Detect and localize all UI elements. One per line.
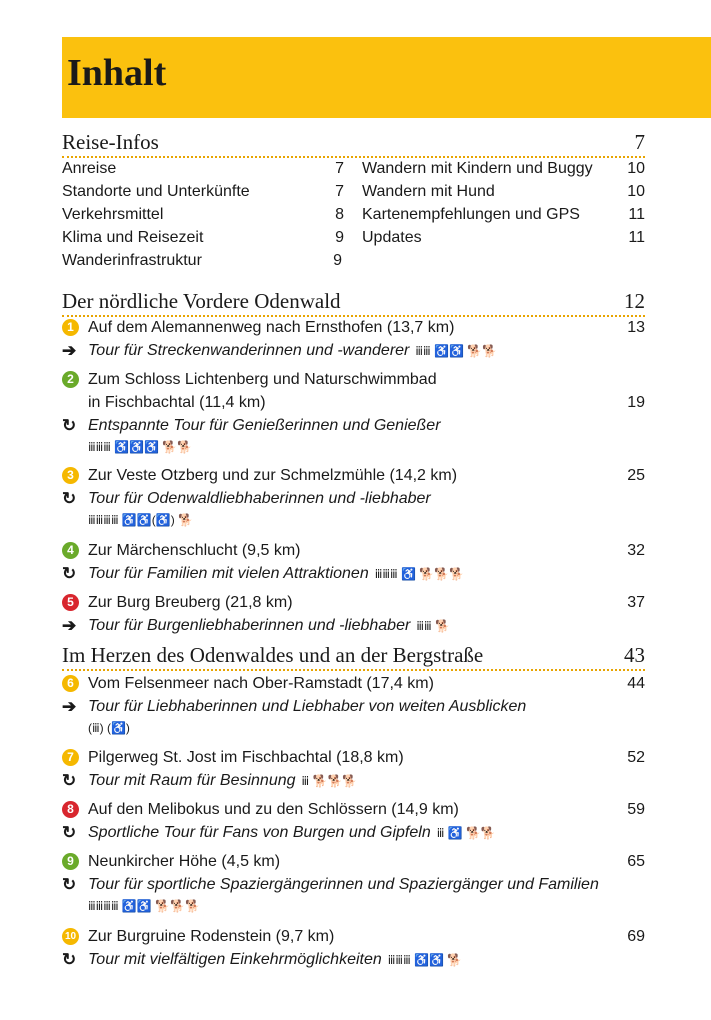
info-item[interactable] [62,204,344,226]
tour-page: 59 [627,801,645,818]
suitability-icons: (ⅲ) (♿) [88,721,130,735]
tour-title: Zur Märchenschlucht (9,5 km) [88,542,301,559]
section-title: Reise-Infos [62,130,159,154]
loop-arrow-icon: ↻ [62,950,77,969]
tour-subtitle: Entspannte Tour für Genießerinnen und Genießer [88,417,441,434]
tour-title: Zur Burg Breuberg (21,8 km) [88,594,293,611]
tour-subtitle: Tour für Burgenliebhaberinnen und -liebhaber [88,617,411,635]
tour-subtitle-row [62,769,645,793]
info-item[interactable] [62,158,344,180]
loop-arrow-icon: ↻ [62,416,77,435]
info-label: Wandern mit Kindern und Buggy [362,160,593,177]
tour-number-badge: 7 [62,749,79,766]
tour-title-row[interactable] [62,925,645,949]
tour-title-row[interactable] [62,464,645,488]
info-page: 7 [335,183,344,200]
suitability-icons: ⅲ 🐕🐕🐕 [301,774,358,788]
suitability-icons: ⅲ ♿ 🐕🐕 [436,826,496,840]
tour-number-badge: 6 [62,675,79,692]
info-item[interactable] [362,204,645,226]
tour-number-badge: 5 [62,594,79,611]
tour-title-row[interactable] [62,591,645,615]
section-heading-reise-infos[interactable] [62,130,645,158]
info-label: Wanderinfrastruktur [62,252,202,269]
tour-page: 65 [627,853,645,870]
loop-arrow-icon: ↻ [62,875,77,894]
tour-title-continued: in Fischbachtal (11,4 km) [88,394,266,411]
one-way-arrow-icon: ➔ [62,341,77,360]
tour-subtitle-row [62,614,645,638]
info-page: 10 [627,183,645,200]
tour-page: 25 [627,467,645,484]
tour-subtitle: Sportliche Tour für Fans von Burgen und Gipfeln [88,824,431,842]
tour-subtitle: Tour für Liebhaberinnen und Liebhaber von weiten Ausblicken [88,698,527,715]
info-label: Updates [362,229,422,246]
info-page: 9 [335,229,344,246]
info-label: Kartenempfehlungen und GPS [362,206,580,223]
info-item[interactable] [62,227,344,249]
section-page: 7 [634,130,645,154]
section-page: 43 [624,643,645,667]
tour-number-badge: 2 [62,371,79,388]
info-item[interactable] [62,250,342,272]
info-label: Verkehrsmittel [62,206,164,223]
tour-subtitle: Tour für Odenwaldliebhaberinnen und -liebhaber [88,490,431,507]
tour-subtitle: Tour mit vielfältigen Einkehrmöglichkeiten [88,951,382,969]
tour-subtitle-row [62,821,645,845]
suitability-icons: ⅲⅲⅲ ♿♿♿ 🐕🐕 [88,440,193,454]
info-label: Wandern mit Hund [362,183,495,200]
tour-title: Zur Veste Otzberg und zur Schmelzmühle (14,2 km) [88,467,458,484]
info-item[interactable] [362,181,645,203]
tour-page: 37 [627,594,645,611]
info-page: 9 [333,252,342,269]
suitability-icons: ⅲⅲⅲ ♿♿ 🐕 [387,953,463,967]
tour-title-row[interactable] [62,368,645,392]
tour-subtitle-row [62,948,645,972]
info-page: 7 [335,160,344,177]
suitability-icons: ⅲⅲ ♿♿ 🐕🐕 [415,344,498,358]
tour-subtitle: Tour für Familien mit vielen Attraktionen [88,565,369,583]
tour-page: 19 [627,394,645,411]
tour-number-badge: 9 [62,853,79,870]
loop-arrow-icon: ↻ [62,771,77,790]
info-item[interactable] [362,227,645,249]
info-page: 11 [628,229,645,246]
tour-number-badge: 8 [62,801,79,818]
tour-title: Auf den Melibokus und zu den Schlössern (14,9 km) [88,801,459,818]
loop-arrow-icon: ↻ [62,823,77,842]
tour-page: 69 [627,928,645,945]
tour-title-row[interactable] [62,798,645,822]
suitability-icons: ⅲⅲⅲⅲ ♿♿ 🐕🐕🐕 [88,899,200,913]
tour-page: 13 [627,319,645,336]
tour-page: 32 [627,542,645,559]
tour-number-badge: 3 [62,467,79,484]
tour-page: 52 [627,749,645,766]
info-label: Anreise [62,160,117,177]
tour-subtitle: Tour mit Raum für Besinnung [88,772,296,790]
page-title: Inhalt [67,52,167,94]
section-page: 12 [624,289,645,313]
suitability-icons: ⅲⅲⅲⅲ ♿♿(♿) 🐕 [88,513,194,527]
tour-title-row[interactable] [62,539,645,563]
tour-subtitle-row [62,339,645,363]
tour-subtitle-row [62,562,645,586]
tour-icons-row [62,508,645,532]
tour-title: Zur Burgruine Rodenstein (9,7 km) [88,928,335,945]
loop-arrow-icon: ↻ [62,489,77,508]
section-heading-noerdlicher-odenwald[interactable] [62,289,645,317]
tour-icons-row [62,435,645,459]
tour-title-row[interactable] [62,316,645,340]
section-title: Im Herzen des Odenwaldes und an der Bergstraße [62,643,484,667]
tour-icons-row [62,894,645,918]
suitability-icons: ⅲⅲ 🐕 [416,619,450,633]
info-page: 10 [627,160,645,177]
tour-subtitle: Tour für Streckenwanderinnen und -wanderer [88,342,410,360]
tour-number-badge: 1 [62,319,79,336]
tour-title: Pilgerweg St. Jost im Fischbachtal (18,8 km) [88,749,404,766]
loop-arrow-icon: ↻ [62,564,77,583]
one-way-arrow-icon: ➔ [62,616,77,635]
section-title: Der nördliche Vordere Odenwald [62,289,341,313]
tour-title: Neunkircher Höhe (4,5 km) [88,853,281,870]
tour-page: 44 [627,675,645,692]
info-page: 8 [335,206,344,223]
info-item[interactable] [362,158,645,180]
title-banner [62,37,711,118]
tour-title: Vom Felsenmeer nach Ober-Ramstadt (17,4 km) [88,675,434,692]
tour-title-row-continued[interactable] [62,391,645,415]
info-label: Klima und Reisezeit [62,229,204,246]
tour-title-row[interactable] [62,850,645,874]
tour-title-row[interactable] [62,746,645,770]
tour-title-row[interactable] [62,672,645,696]
one-way-arrow-icon: ➔ [62,697,77,716]
suitability-icons: ⅲⅲⅲ ♿ 🐕🐕🐕 [374,567,465,581]
section-heading-herzen-odenwald[interactable] [62,643,645,671]
tour-title: Auf dem Alemannenweg nach Ernsthofen (13,7 km) [88,319,455,336]
tour-subtitle: Tour für sportliche Spaziergängerinnen und Spaziergänger und Familien [88,876,599,893]
tour-number-badge: 4 [62,542,79,559]
info-item[interactable] [62,181,344,203]
tour-icons-row [62,716,645,740]
info-label: Standorte und Unterkünfte [62,183,250,200]
info-page: 11 [628,206,645,223]
tour-number-badge: 10 [62,928,79,945]
tour-title: Zum Schloss Lichtenberg und Naturschwimmbad [88,371,437,388]
